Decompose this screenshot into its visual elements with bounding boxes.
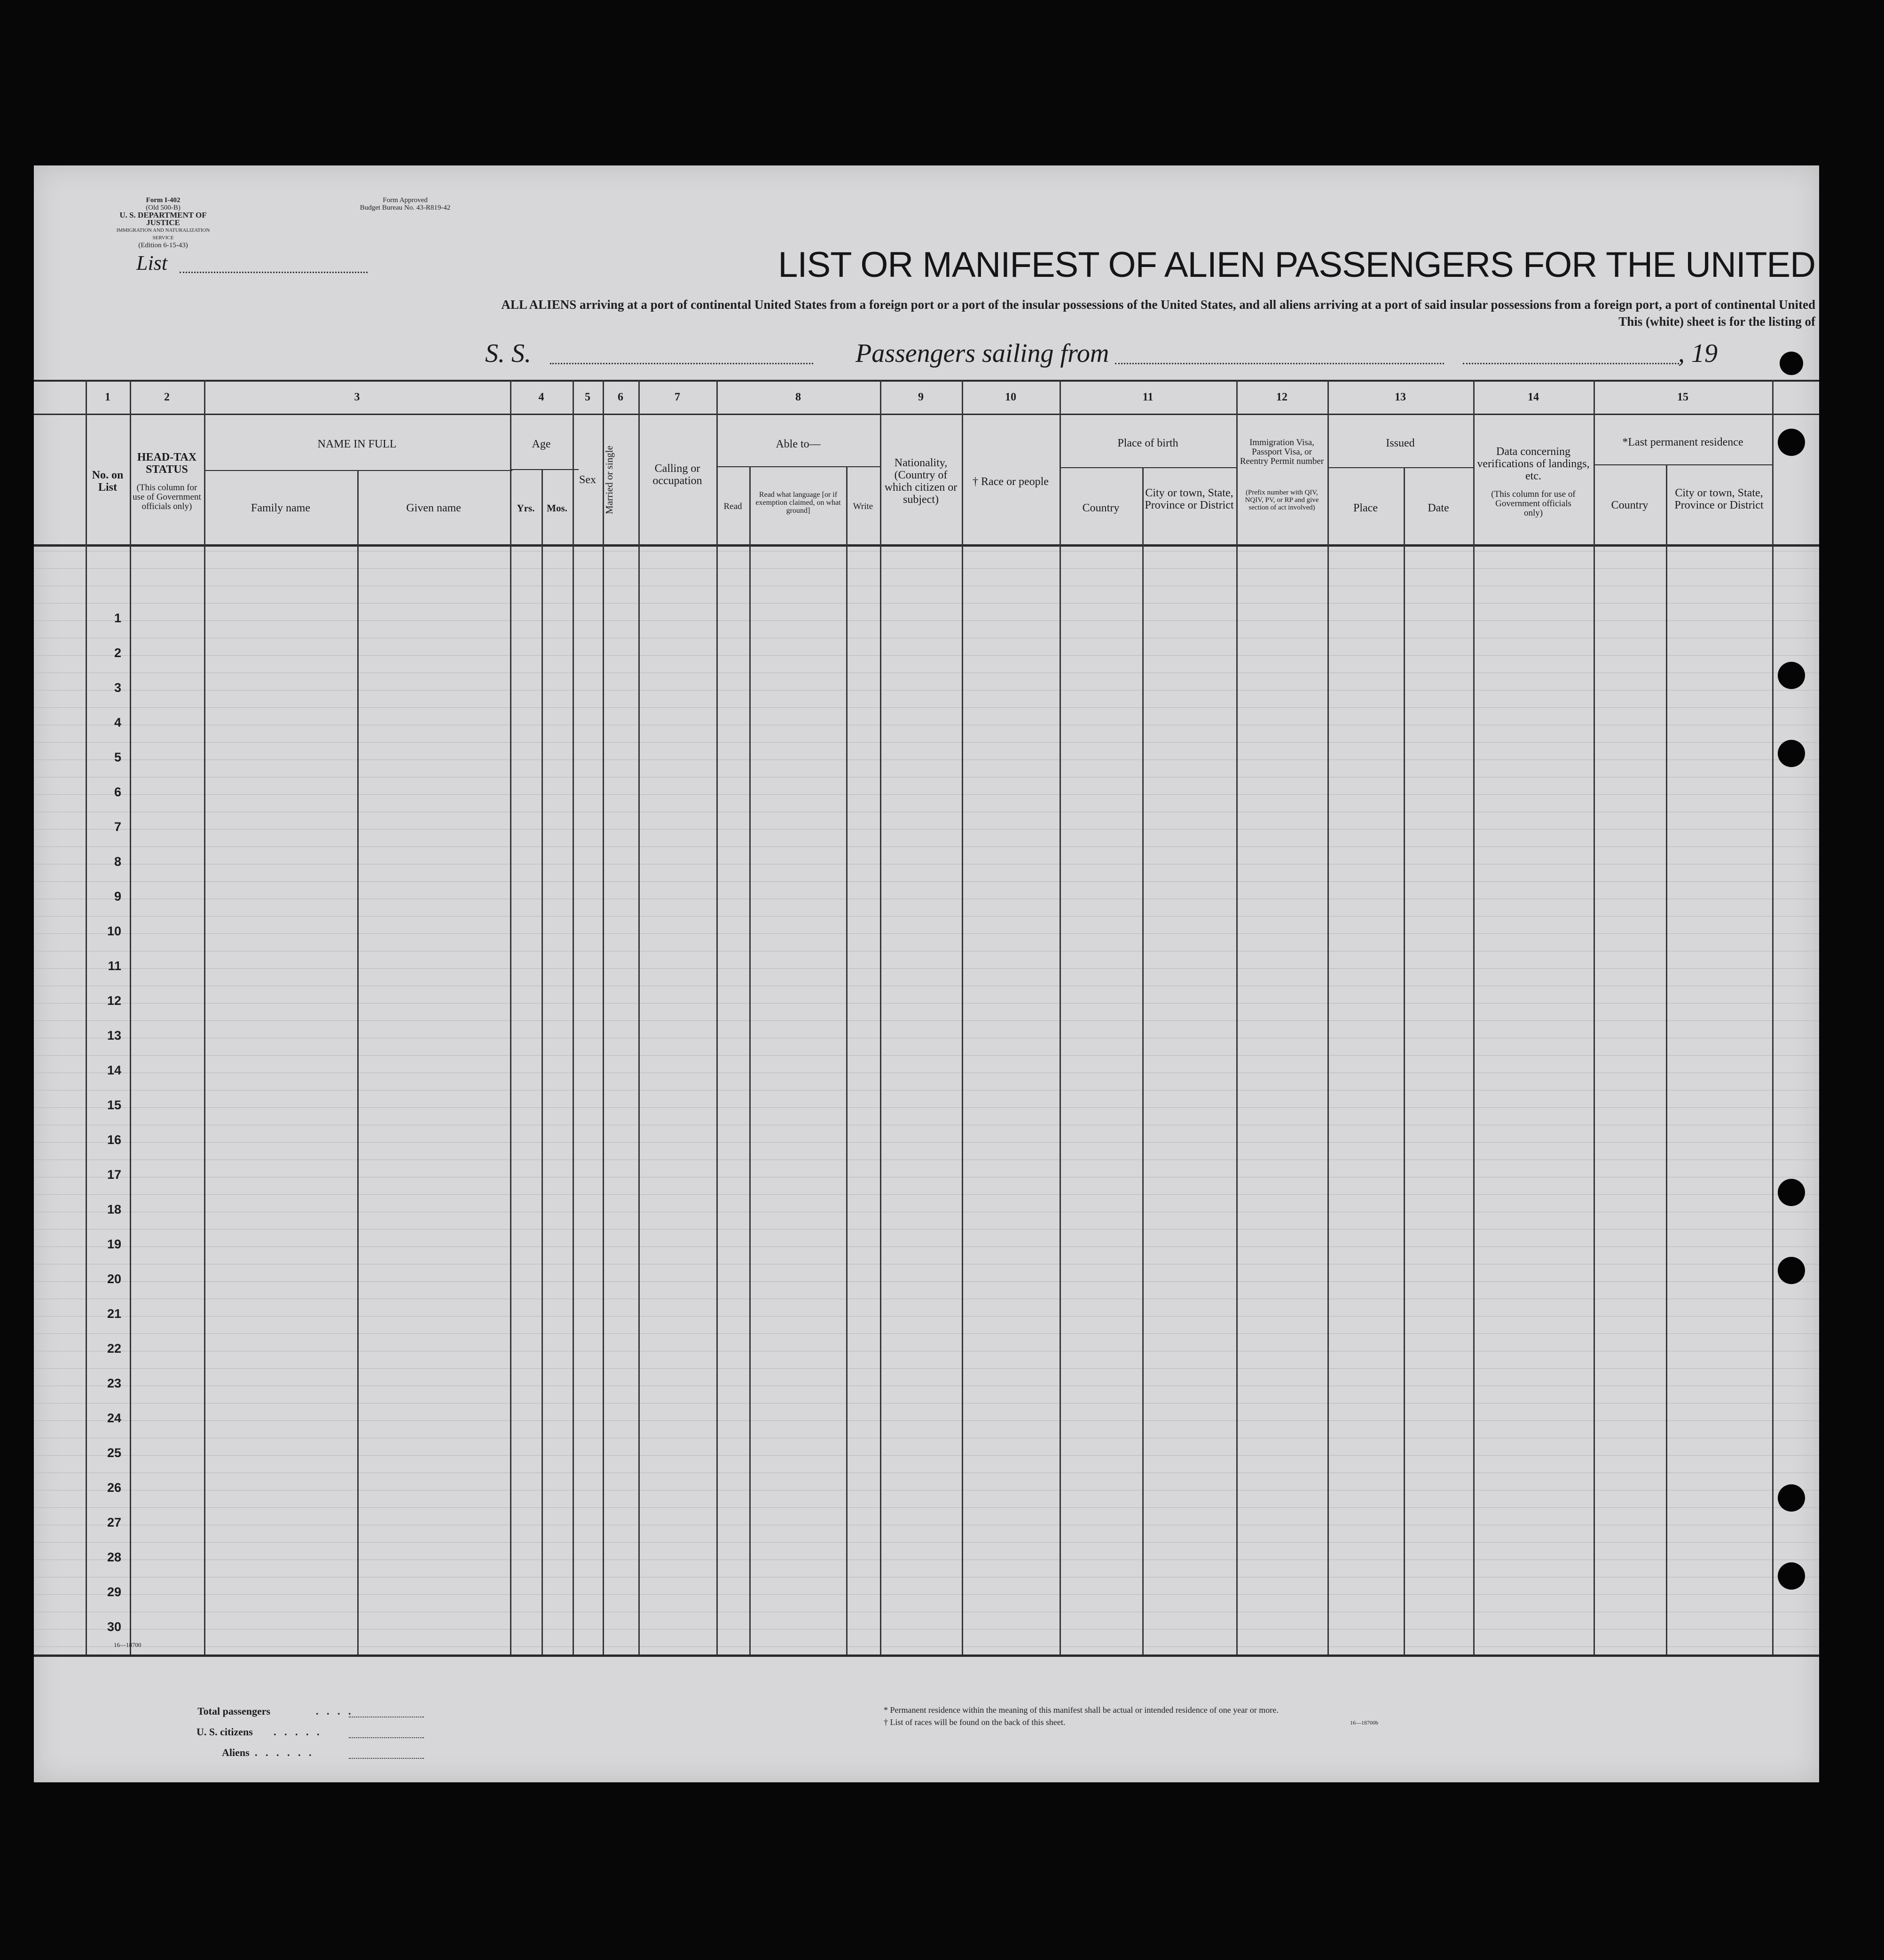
col-divider-16 (1772, 380, 1774, 1654)
aliens-field[interactable] (349, 1758, 424, 1759)
colnum-6: 6 (618, 391, 623, 403)
us-citizens-field[interactable] (349, 1737, 424, 1738)
col-divider-8 (716, 380, 718, 1654)
row-number: 29 (107, 1585, 121, 1599)
col-divider-14 (1473, 380, 1475, 1654)
row-number: 16 (107, 1133, 121, 1147)
col-divider-11 (1060, 380, 1061, 1654)
row-number: 28 (107, 1550, 121, 1564)
col-divider-12 (1236, 380, 1238, 1654)
list-number-field[interactable] (180, 272, 368, 273)
able-subheader-line (716, 466, 880, 467)
row-number: 13 (107, 1028, 121, 1043)
header-bottom-border (34, 544, 1819, 547)
header-visa-note: (Prefix number with QIV, NQIV, PV, or RP and give section of act involved) (1245, 489, 1319, 511)
col-divider-8c (846, 466, 848, 1654)
row-number: 17 (107, 1168, 121, 1182)
colnum-14: 14 (1528, 391, 1539, 403)
ruled-line (34, 829, 1819, 830)
col-divider-5 (573, 380, 574, 1654)
punch-hole (1780, 352, 1803, 375)
ruled-line (34, 603, 1819, 604)
row-number: 15 (107, 1098, 121, 1112)
ruled-line (34, 1281, 1819, 1282)
header-landing-note: (This column for use of Government officials only) (1491, 489, 1576, 518)
birth-subheader-line (1060, 467, 1236, 468)
row-number: 19 (107, 1237, 121, 1251)
header-write: Write (853, 502, 873, 511)
col-divider-10 (962, 380, 963, 1654)
col-divider-6 (603, 380, 604, 1654)
row-number: 14 (107, 1063, 121, 1077)
row-number: 27 (107, 1515, 121, 1529)
ruled-line (34, 1455, 1819, 1456)
header-months: Mos. (547, 502, 567, 514)
header-married: Married or single (604, 446, 615, 514)
issued-subheader-line (1327, 467, 1473, 468)
row-number: 7 (114, 820, 121, 834)
ruled-line (34, 916, 1819, 917)
header-age: Age (532, 438, 551, 450)
col-divider-8b (749, 466, 751, 1654)
ruled-line (34, 655, 1819, 656)
ruled-line (34, 568, 1819, 569)
ruled-line (34, 1107, 1819, 1108)
ruled-line (34, 881, 1819, 882)
ruled-line (34, 1542, 1819, 1543)
colnum-7: 7 (675, 391, 680, 403)
col-divider-3 (204, 380, 205, 1654)
subtitle: ALL ALIENS arriving at a port of continental United States from a foreign port or a port of the insular possessions of the United States, and all aliens arriving at a port of said insular possessions from a foreign port, a port of continental United This (white) sheet is for the listing of (501, 298, 1815, 329)
header-able-to: Able to— (776, 438, 821, 450)
row-number: 11 (108, 959, 121, 973)
year-label: , 19 (1678, 339, 1718, 368)
punch-hole (1778, 1562, 1805, 1590)
row-number: 26 (107, 1481, 121, 1495)
colnum-2: 2 (164, 391, 170, 403)
ship-name-field[interactable] (550, 363, 813, 364)
ruled-line (34, 620, 1819, 621)
header-visa: Immigration Visa, Passport Visa, or Reentry Permit number (1240, 438, 1324, 466)
col-divider-4b (542, 470, 543, 1654)
ruled-line (34, 1368, 1819, 1369)
ruled-line (34, 1333, 1819, 1334)
col-divider-15 (1594, 380, 1595, 1654)
header-head-tax-note: (This column for use of Government officials only) (133, 483, 201, 511)
row-number: 22 (107, 1341, 121, 1356)
ss-label: S. S. (485, 339, 531, 368)
colnum-11: 11 (1142, 391, 1154, 403)
ruled-line (34, 794, 1819, 795)
row-number: 25 (107, 1446, 121, 1460)
colnum-10: 10 (1005, 391, 1016, 403)
ruled-line (34, 1003, 1819, 1004)
sailing-date-field[interactable] (1463, 363, 1679, 364)
colnum-5: 5 (585, 391, 590, 403)
header-birth-country: Country (1082, 502, 1120, 514)
footnote-residence: * Permanent residence within the meaning of this manifest shall be actual or intended residence of one year or more. (884, 1705, 1279, 1715)
col-divider-15b (1666, 464, 1667, 1654)
colnum-9: 9 (918, 391, 924, 403)
header-head-tax: HEAD-TAX STATUS (137, 451, 197, 476)
ruled-line (34, 1420, 1819, 1421)
aliens-label: Aliens (222, 1747, 250, 1758)
row-number: 21 (107, 1307, 121, 1321)
column-number-border (34, 414, 1819, 415)
col-divider-1 (86, 380, 87, 1654)
ruled-line (34, 1316, 1819, 1317)
col-divider-3b (357, 470, 359, 1654)
col-divider-13b (1404, 467, 1405, 1654)
ruled-line (34, 1055, 1819, 1056)
colnum-3: 3 (354, 391, 360, 403)
punch-hole (1778, 429, 1805, 456)
header-race: † Race or people (973, 476, 1049, 488)
row-number: 9 (114, 889, 121, 903)
header-no-on-list: No. on List (92, 469, 124, 494)
sailing-port-field[interactable] (1115, 363, 1444, 364)
row-number: 5 (114, 750, 121, 764)
ruled-line (34, 1507, 1819, 1508)
row-number: 30 (107, 1620, 121, 1634)
header-place-of-birth: Place of birth (1117, 437, 1178, 449)
ruled-line (34, 1594, 1819, 1595)
row-number: 24 (107, 1411, 121, 1425)
row-number: 18 (107, 1202, 121, 1216)
sailing-label: Passengers sailing from (856, 339, 1109, 368)
header-calling: Calling or occupation (652, 463, 702, 487)
us-citizens-label: U. S. citizens (196, 1726, 253, 1738)
row-number: 1 (114, 611, 121, 625)
ruled-line (34, 933, 1819, 934)
colnum-1: 1 (105, 391, 110, 403)
punch-hole (1778, 1179, 1805, 1206)
print-code-2: 16—18700b (1350, 1719, 1378, 1726)
page-title: LIST OR MANIFEST OF ALIEN PASSENGERS FOR THE UNITED (778, 245, 1815, 285)
col-divider-13 (1327, 380, 1329, 1654)
footnote-races: † List of races will be found on the back of this sheet. (884, 1717, 1066, 1727)
ruled-line (34, 1142, 1819, 1143)
table-bottom-border (34, 1654, 1819, 1657)
header-name-in-full: NAME IN FULL (317, 438, 397, 450)
residence-subheader-line (1594, 464, 1772, 465)
ruled-line (34, 1020, 1819, 1021)
col-divider-4 (510, 380, 511, 1654)
punch-hole (1778, 1257, 1805, 1284)
ruled-line (34, 1194, 1819, 1195)
colnum-15: 15 (1677, 391, 1688, 403)
header-res-city: City or town, State, Province or District (1674, 487, 1764, 511)
header-read-language: Read what language [or if exemption claimed, on what ground] (755, 491, 841, 515)
header-nationality: Nationality, (Country of which citizen or subject) (884, 457, 958, 506)
aliens-dots: . . . . . . (255, 1747, 314, 1758)
row-number: 4 (114, 715, 121, 729)
header-landing-data: Data concerning verifications of landings, etc. (1477, 446, 1590, 482)
header-issued: Issued (1386, 437, 1415, 449)
row-number: 20 (107, 1272, 121, 1286)
col-divider-2 (130, 380, 131, 1654)
col-divider-11b (1142, 467, 1144, 1654)
header-res-country: Country (1611, 499, 1648, 511)
header-years: Yrs. (517, 502, 535, 514)
row-number: 23 (107, 1376, 121, 1390)
ruled-line (34, 1229, 1819, 1230)
header-residence: *Last permanent residence (1622, 436, 1743, 448)
form-number: Form I-402 (Old 500-B) U. S. DEPARTMENT OF JUSTICE IMMIGRATION AND NATURALIZATION SERVICE (Edition 6-15-43) (116, 196, 210, 249)
row-number: 6 (114, 785, 121, 799)
row-number: 8 (114, 855, 121, 869)
colnum-8: 8 (795, 391, 801, 403)
ruled-line (34, 1629, 1819, 1630)
total-passengers-label: Total passengers (197, 1705, 271, 1717)
table-top-border (34, 380, 1819, 382)
row-number: 10 (107, 924, 121, 938)
age-subheader-line (510, 469, 579, 470)
header-family-name: Family name (251, 502, 310, 514)
manifest-sheet (34, 165, 1819, 1782)
col-divider-7 (638, 380, 640, 1654)
colnum-13: 13 (1395, 391, 1406, 403)
header-given-name: Given name (406, 502, 461, 514)
ruled-line (34, 707, 1819, 708)
header-birth-city: City or town, State, Province or District (1145, 487, 1234, 511)
total-passengers-dots: . . . . (316, 1705, 354, 1717)
header-issued-date: Date (1428, 502, 1449, 514)
header-sex: Sex (579, 474, 596, 486)
ruled-line (34, 1646, 1819, 1647)
us-citizens-dots: . . . . . (274, 1726, 322, 1738)
row-number: 12 (107, 994, 121, 1008)
row-number: 3 (114, 681, 121, 695)
colnum-4: 4 (538, 391, 544, 403)
row-number: 2 (114, 646, 121, 660)
ruled-line (34, 968, 1819, 969)
header-issued-place: Place (1353, 502, 1378, 514)
print-code: 16—18700 (114, 1641, 141, 1648)
col-divider-9 (880, 380, 881, 1654)
form-approval: Form Approved Budget Bureau No. 43-R819-42 (360, 196, 451, 212)
ruled-line (34, 742, 1819, 743)
punch-hole (1778, 662, 1805, 689)
punch-hole (1778, 740, 1805, 767)
punch-hole (1778, 1484, 1805, 1512)
header-read: Read (723, 502, 742, 511)
colnum-12: 12 (1276, 391, 1287, 403)
list-label: List (136, 251, 168, 274)
